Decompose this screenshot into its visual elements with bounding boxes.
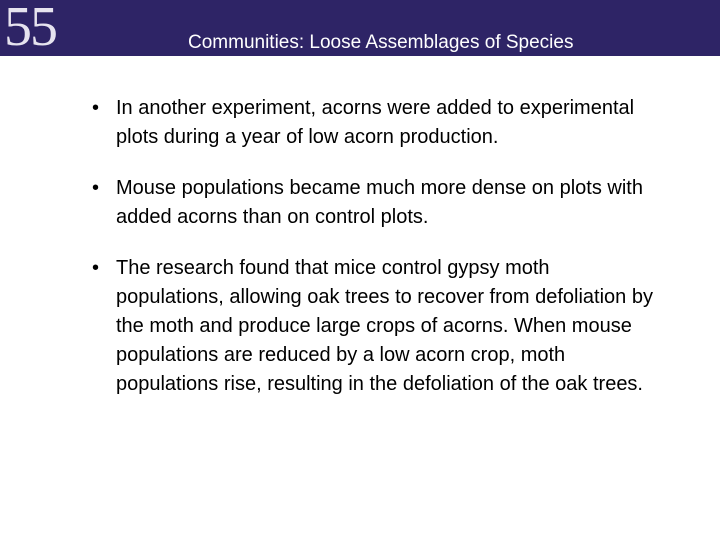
bullet-item: • In another experiment, acorns were added to experimental plots during a year of low acorn production. bbox=[114, 94, 662, 152]
slide-number: 55 bbox=[4, 0, 56, 58]
bullet-item: • Mouse populations became much more dense on plots with added acorns than on control plots. bbox=[114, 174, 662, 232]
slide-title: Communities: Loose Assemblages of Species bbox=[188, 32, 574, 53]
bullet-list bbox=[114, 94, 662, 421]
header-bar bbox=[0, 0, 720, 56]
bullet-item: • The research found that mice control gypsy moth populations, allowing oak trees to recover from defoliation by the moth and produce large crops of acorns. When mouse populations are reduced by a low acorn crop, moth populations rise, resulting in the defoliation of the oak trees. bbox=[114, 254, 662, 399]
